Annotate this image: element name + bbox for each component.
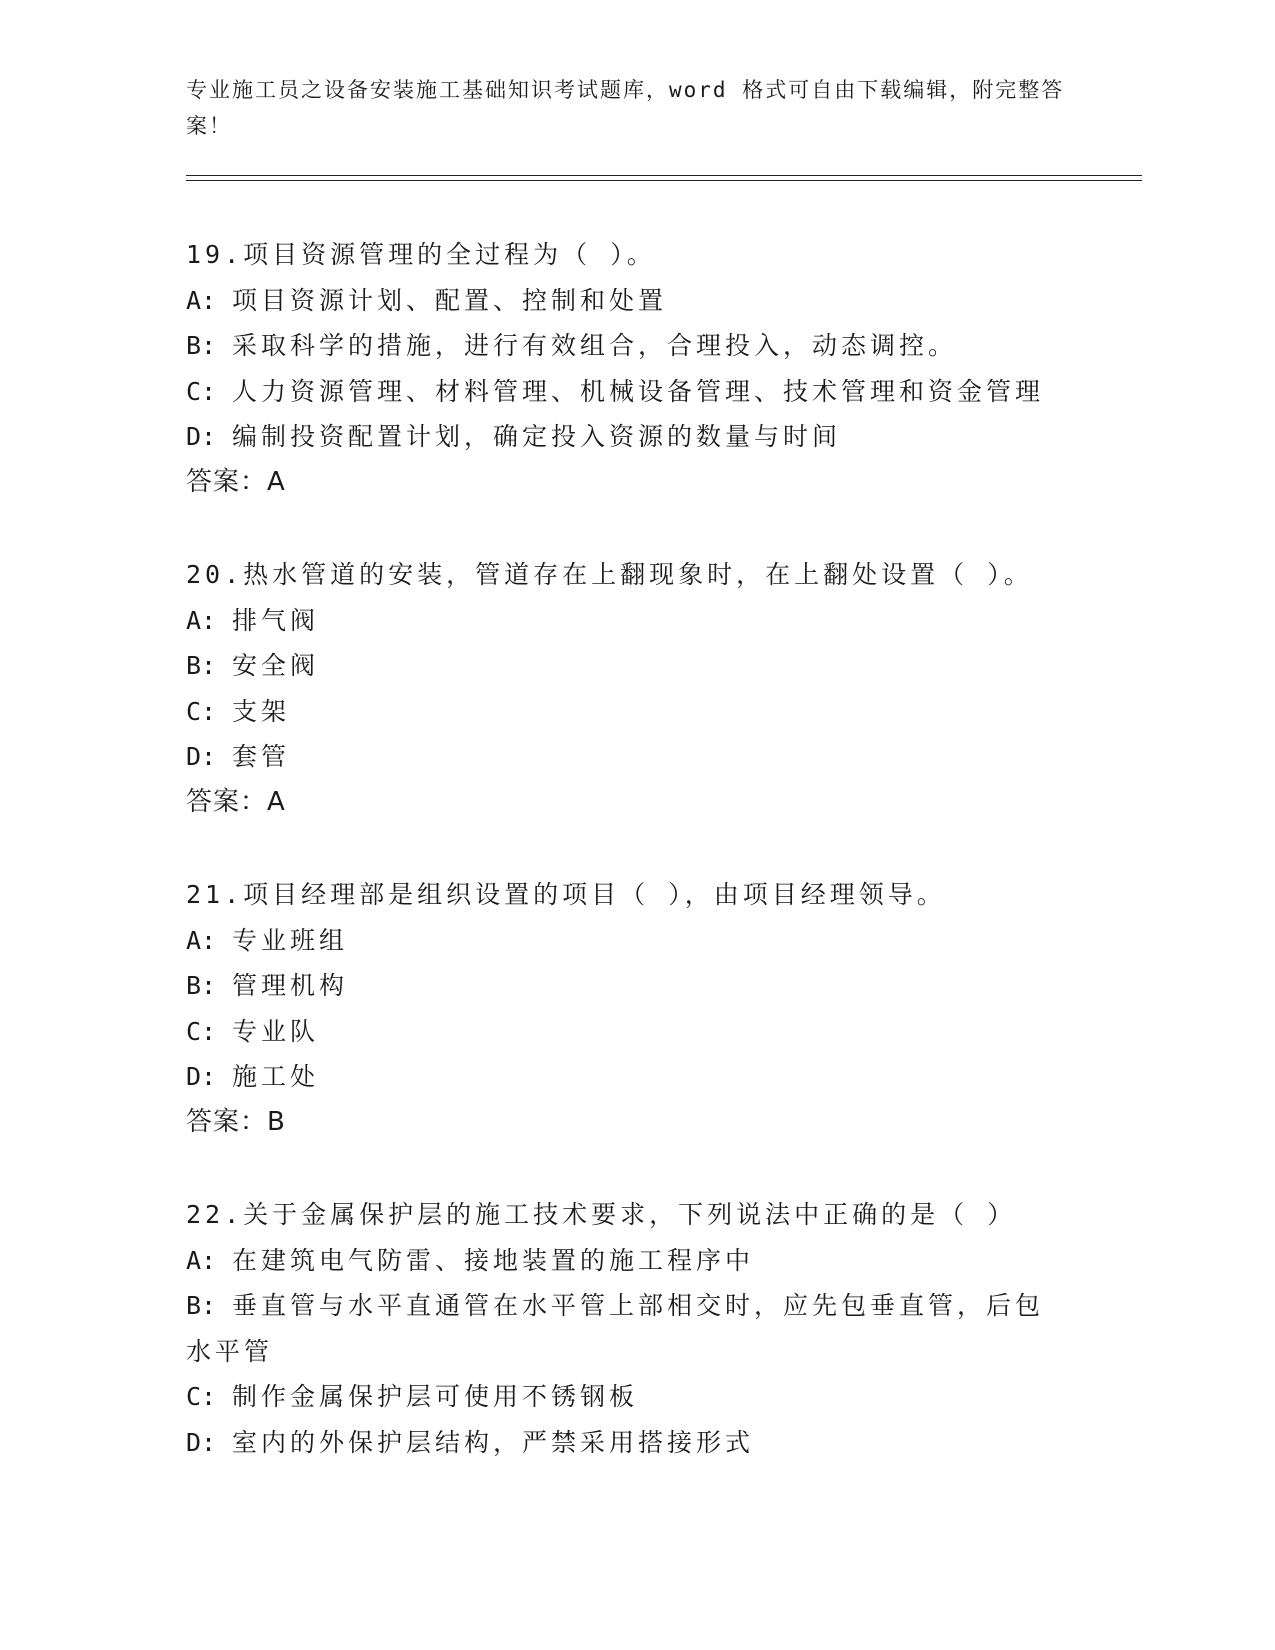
option-text: 专业班组 (232, 925, 349, 955)
option-text: 垂直管与水平直通管在水平管上部相交时，应先包垂直管，后包水平管 (186, 1291, 1045, 1366)
header-divider-top (186, 175, 1142, 176)
option-text: 安全阀 (232, 651, 320, 680)
option-key: C: (186, 696, 217, 726)
question-stem: 20.热水管道的安装，管道存在上翻现象时，在上翻处设置（ ）。 (186, 560, 1033, 589)
option-text: 采取科学的措施，进行有效组合，合理投入，动态调控。 (232, 331, 958, 360)
question-19 (186, 232, 1086, 505)
option-key: D: (186, 742, 217, 771)
option-d (186, 1054, 1086, 1100)
option-text: 制作金属保护层可使用不锈钢板 (232, 1382, 639, 1411)
option-c (186, 689, 1086, 735)
question-22 (186, 1192, 1086, 1465)
header-divider-bottom (186, 180, 1142, 181)
option-a (186, 918, 1086, 964)
option-key: A: (186, 1245, 217, 1275)
option-key: B: (186, 331, 217, 360)
question-list (186, 232, 1086, 1512)
option-text: 支架 (232, 696, 291, 726)
question-stem: 19.项目资源管理的全过程为（ ）。 (186, 240, 656, 269)
option-text: 施工处 (232, 1062, 320, 1091)
option-key: C: (186, 1016, 217, 1046)
option-b (186, 1283, 1066, 1374)
option-key: A: (186, 285, 217, 315)
question-21 (186, 872, 1086, 1145)
option-text: 室内的外保护层结构，严禁采用搭接形式 (232, 1427, 755, 1457)
option-key: B: (186, 971, 217, 1000)
option-text: 编制投资配置计划，确定投入资源的数量与时间 (232, 422, 842, 451)
option-c (186, 1009, 1086, 1055)
option-text: 排气阀 (232, 605, 320, 635)
option-key: A: (186, 605, 217, 635)
option-text: 专业队 (232, 1016, 320, 1046)
option-c (186, 369, 1086, 415)
question-stem: 21.项目经理部是组织设置的项目（ ），由项目经理领导。 (186, 880, 946, 909)
answer-line: 答案：B (186, 1106, 286, 1137)
option-a (186, 1238, 1086, 1284)
question-20 (186, 552, 1086, 825)
option-key: D: (186, 422, 217, 451)
option-c (186, 1374, 1086, 1420)
option-key: A: (186, 925, 217, 955)
option-text: 套管 (232, 742, 291, 771)
option-text: 项目资源计划、配置、控制和处置 (232, 285, 668, 315)
option-key: D: (186, 1062, 217, 1091)
option-key: C: (186, 1382, 217, 1411)
answer-line: 答案：A (186, 466, 286, 497)
option-b (186, 963, 1086, 1009)
option-text: 管理机构 (232, 971, 349, 1000)
option-text: 在建筑电气防雷、接地装置的施工程序中 (232, 1245, 755, 1275)
option-a (186, 278, 1086, 324)
document-header: 专业施工员之设备安装施工基础知识考试题库，word 格式可自由下载编辑，附完整答案！ (186, 78, 1065, 138)
option-a (186, 598, 1086, 644)
option-b (186, 643, 1086, 689)
question-stem: 22.关于金属保护层的施工技术要求，下列说法中正确的是（ ） (186, 1200, 1017, 1229)
option-d (186, 1420, 1086, 1466)
option-d (186, 414, 1086, 460)
option-key: D: (186, 1427, 217, 1457)
option-key: B: (186, 1291, 217, 1320)
option-key: B: (186, 651, 217, 680)
option-text: 人力资源管理、材料管理、机械设备管理、技术管理和资金管理 (232, 376, 1045, 406)
answer-line: 答案：A (186, 786, 286, 817)
option-key: C: (186, 376, 217, 406)
option-d (186, 734, 1086, 780)
option-b (186, 323, 1086, 369)
